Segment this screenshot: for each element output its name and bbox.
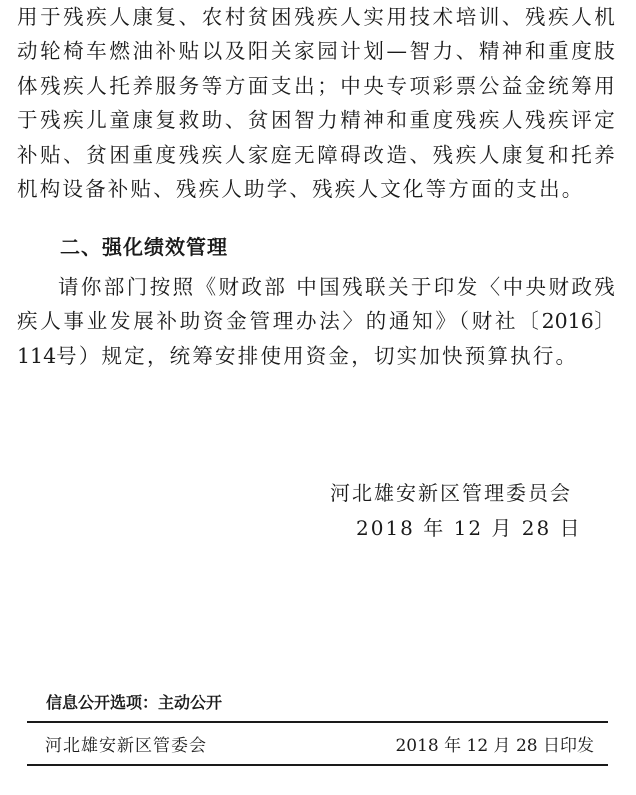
footer-rule-bottom [27,764,608,766]
footer-issuer: 河北雄安新区管委会 [45,736,207,756]
footer-print-date: 2018 年 12 月 28 日印发 [395,736,594,756]
doc-year: 2016 [541,309,594,334]
footer-rule-top [27,721,608,723]
signature-organization: 河北雄安新区管理委员会 [330,481,572,505]
doc-number: 114 [17,343,57,368]
signature-date: 2018 年 12 月 28 日 [356,516,582,540]
para2-text-before: 请你部门按照《财政部 中国残联关于印发〈中央财政残疾人事业发展补助资金管理办法〉的通知》（财社〔 [17,275,617,334]
para2-text-after: 号）规定，统筹安排使用资金，切实加快预算执行。 [56,343,579,368]
section-heading-performance: 二、强化绩效管理 [60,235,228,259]
body-paragraph-1: 用于残疾人康复、农村贫困残疾人实用技术培训、残疾人机动轮椅车燃油补贴以及阳关家园计划—智力、精神和重度肢体残疾人托养服务等方面支出；中央专项彩票公益金统筹用于残疾儿童康复救助、贫困智力精神和重度残疾人残疾评定补贴、贫困重度残疾人家庭无障碍改造、残疾人康复和托养机构设备补贴、残疾人助学、残疾人文化等方面的支出。 [17,5,617,202]
disclosure-option: 信息公开选项：主动公开 [46,693,223,712]
para2-bracket: 〕 [593,309,617,334]
body-paragraph-2 [17,270,617,373]
